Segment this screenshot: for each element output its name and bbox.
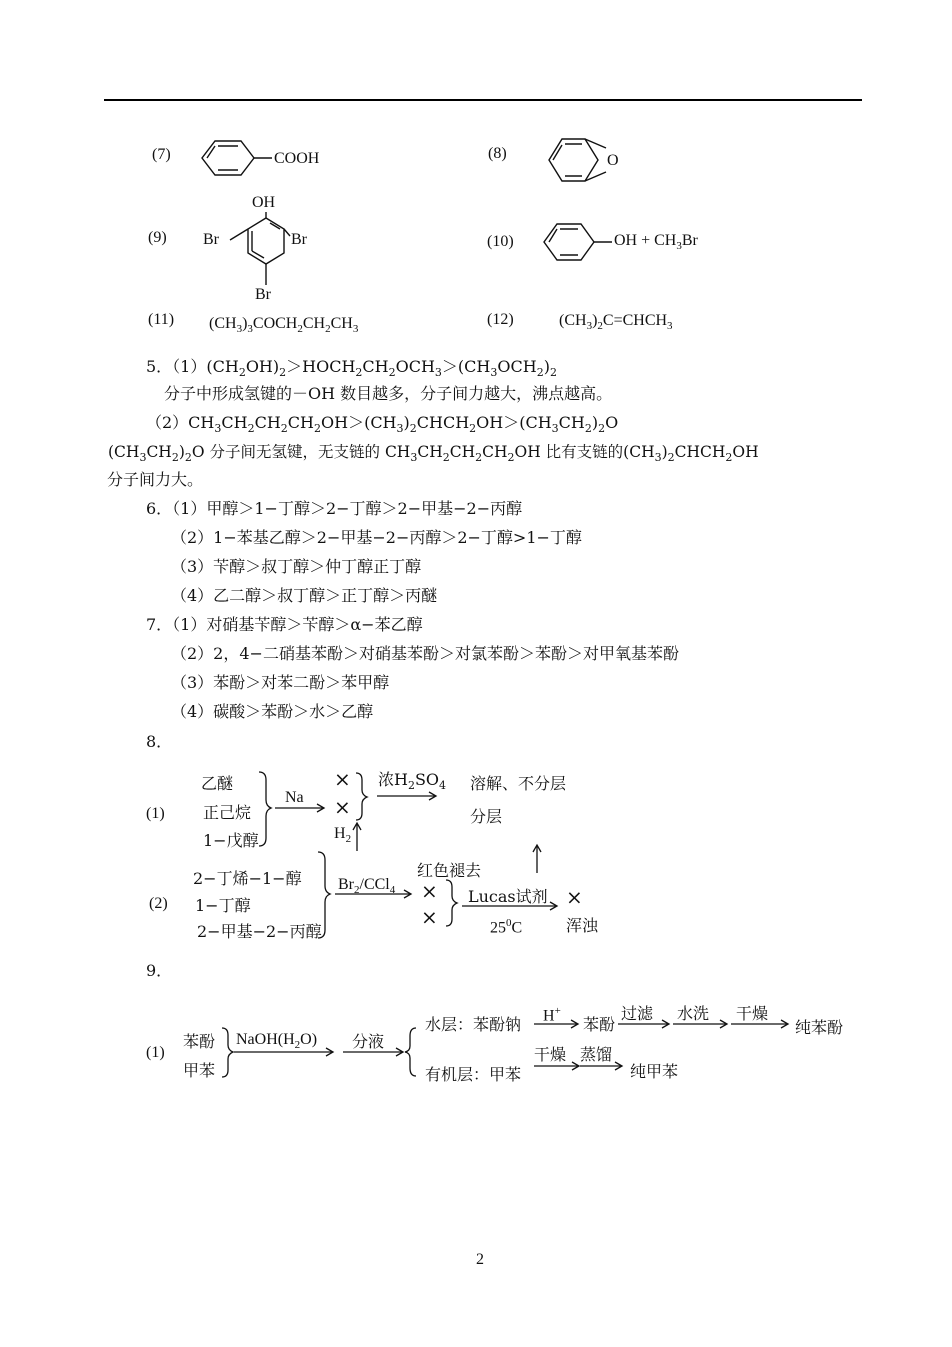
label-12: (12)	[487, 311, 514, 328]
q8-p2-x3: ×	[566, 885, 583, 909]
q9-pure-phenol: 纯苯酚	[795, 1018, 844, 1037]
q8-p2-x1: ×	[421, 879, 438, 903]
brace-q8-1b	[356, 773, 367, 820]
q9-step: 分液	[352, 1032, 385, 1051]
q7-line1: 7．（1）对硝基苄醇＞苄醇＞α−苯乙醇	[146, 615, 423, 634]
q6-line4: （4）乙二醇＞叔丁醇＞正丁醇＞丙醚	[171, 586, 438, 605]
q8-p2-temp: $25^0C$	[490, 917, 523, 937]
brace-q9-1	[222, 1028, 233, 1077]
q8-p1-reagent2: 浓$H_2SO_4$	[378, 770, 447, 793]
formula-11: $(CH_3)_3COCH_2CH_2CH_3$	[209, 315, 359, 336]
q9-wash: 水洗	[677, 1004, 710, 1023]
q8-p2-result1: 红色褪去	[417, 861, 482, 880]
formula-12: $(CH_3)_2C=CHCH_3$	[559, 312, 673, 333]
q8-p1-h2: $H_2$	[334, 825, 352, 846]
q9-phenol: 苯酚	[583, 1015, 616, 1034]
q6-line2: （2）1−苯基乙醇＞2−甲基−2−丙醇＞2−丁醇>1−丁醇	[171, 528, 582, 547]
q8-p2-x2: ×	[421, 905, 438, 929]
q7-line4: （4）碳酸＞苯酚＞水＞乙醇	[171, 702, 374, 721]
q9-distill: 蒸馏	[580, 1045, 613, 1064]
atom-oh-9: OH	[252, 194, 276, 211]
q9-org-label: 有机层：甲苯	[425, 1065, 522, 1084]
q7-line3: （3）苯酚＞对苯二酚＞苯甲醇	[171, 673, 390, 692]
q8-p2-result2: 浑浊	[566, 916, 599, 935]
q5-line2: 分子中形成氢键的－OH 数目越多，分子间力越大，沸点越高。	[164, 384, 613, 403]
q5-line1: 5．$(1)(CH_2OH)_2>HOCH_2CH_2OCH_3>(CH_3OCH_2)_2$	[146, 357, 557, 380]
label-10: (10)	[487, 233, 514, 250]
q8-p1-num: (1)	[146, 805, 165, 822]
q8-p1-c3: 1−戊醇	[203, 831, 259, 850]
label-7: (7)	[152, 146, 171, 163]
label-11: (11)	[148, 311, 175, 328]
q9-pure-toluene: 纯甲苯	[630, 1062, 679, 1081]
q9-reagent: $NaOH(H_2O)$	[236, 1031, 318, 1052]
benzene-ring-8	[549, 139, 598, 181]
q8-p1-reagent: Na	[285, 789, 304, 806]
label-9: (9)	[148, 229, 167, 246]
q8-p1-result1: 溶解、不分层	[470, 774, 567, 793]
group-cooh: COOH	[274, 150, 320, 167]
q8-p1-x1: ×	[334, 767, 351, 791]
q8-p2-num: (2)	[149, 895, 168, 912]
benzene-ring-9	[248, 218, 284, 264]
q6-line3: （3）苄醇＞叔丁醇＞仲丁醇正丁醇	[171, 557, 422, 576]
q9-label: 9．	[146, 961, 173, 980]
q6-line1: 6．（1）甲醇＞1−丁醇＞2−丁醇＞2−甲基−2−丙醇	[146, 499, 523, 518]
q9-dry2: 干燥	[534, 1045, 567, 1064]
label-8: (8)	[488, 145, 507, 162]
brace-q8-1	[259, 772, 271, 846]
q8-label: 8．	[146, 732, 173, 751]
q9-num: (1)	[146, 1044, 165, 1061]
formula-10: OH + $CH_3Br$	[614, 232, 698, 253]
q8-p1-result2: 分层	[470, 807, 503, 826]
q7-line2: （2）2，4−二硝基苯酚＞对硝基苯酚＞对氯苯酚＞苯酚＞对甲氧基苯酚	[171, 644, 679, 663]
q9-h-plus: H+	[543, 1005, 561, 1025]
q8-p2-reagent2: Lucas试剂	[468, 887, 548, 906]
q9-filter: 过滤	[621, 1004, 654, 1023]
atom-o: O	[607, 152, 619, 169]
page-number: 2	[476, 1251, 484, 1268]
q9-c1: 苯酚	[183, 1032, 216, 1051]
q9-aq-label: 水层：苯酚钠	[425, 1015, 522, 1034]
q8-p2-c3: 2−甲基−2−丙醇	[197, 922, 322, 941]
q8-p2-reagent: $Br_2/CCl_4$	[338, 876, 396, 897]
atom-br-right: Br	[291, 231, 307, 248]
q8-p1-x2: ×	[334, 795, 351, 819]
q5-line4: $(CH_3CH_2)_2O$ 分子间无氢键，无支链的 $CH_3CH_2CH_2CH_2OH$ 比有支链的$(CH_3)_2CHCH_2OH$	[108, 443, 759, 465]
q9-c2: 甲苯	[183, 1061, 216, 1080]
atom-br-bottom: Br	[255, 286, 271, 303]
brace-q9-2	[405, 1028, 416, 1076]
q8-p1-c1: 乙醚	[201, 774, 234, 793]
q8-p1-c2: 正己烷	[203, 803, 252, 822]
atom-br-left: Br	[203, 231, 219, 248]
q8-p2-c1: 2−丁烯−1−醇	[193, 869, 302, 888]
q5-line3: $(2)CH_3CH_2CH_2CH_2OH>(CH_3)_2CHCH_2OH>(CH_3CH_2)_2O$	[146, 413, 619, 436]
q9-dry1: 干燥	[736, 1004, 769, 1023]
q5-line5: 分子间力大。	[107, 470, 204, 489]
q8-p2-c2: 1−丁醇	[195, 896, 251, 915]
brace-q8-2b	[446, 880, 457, 926]
